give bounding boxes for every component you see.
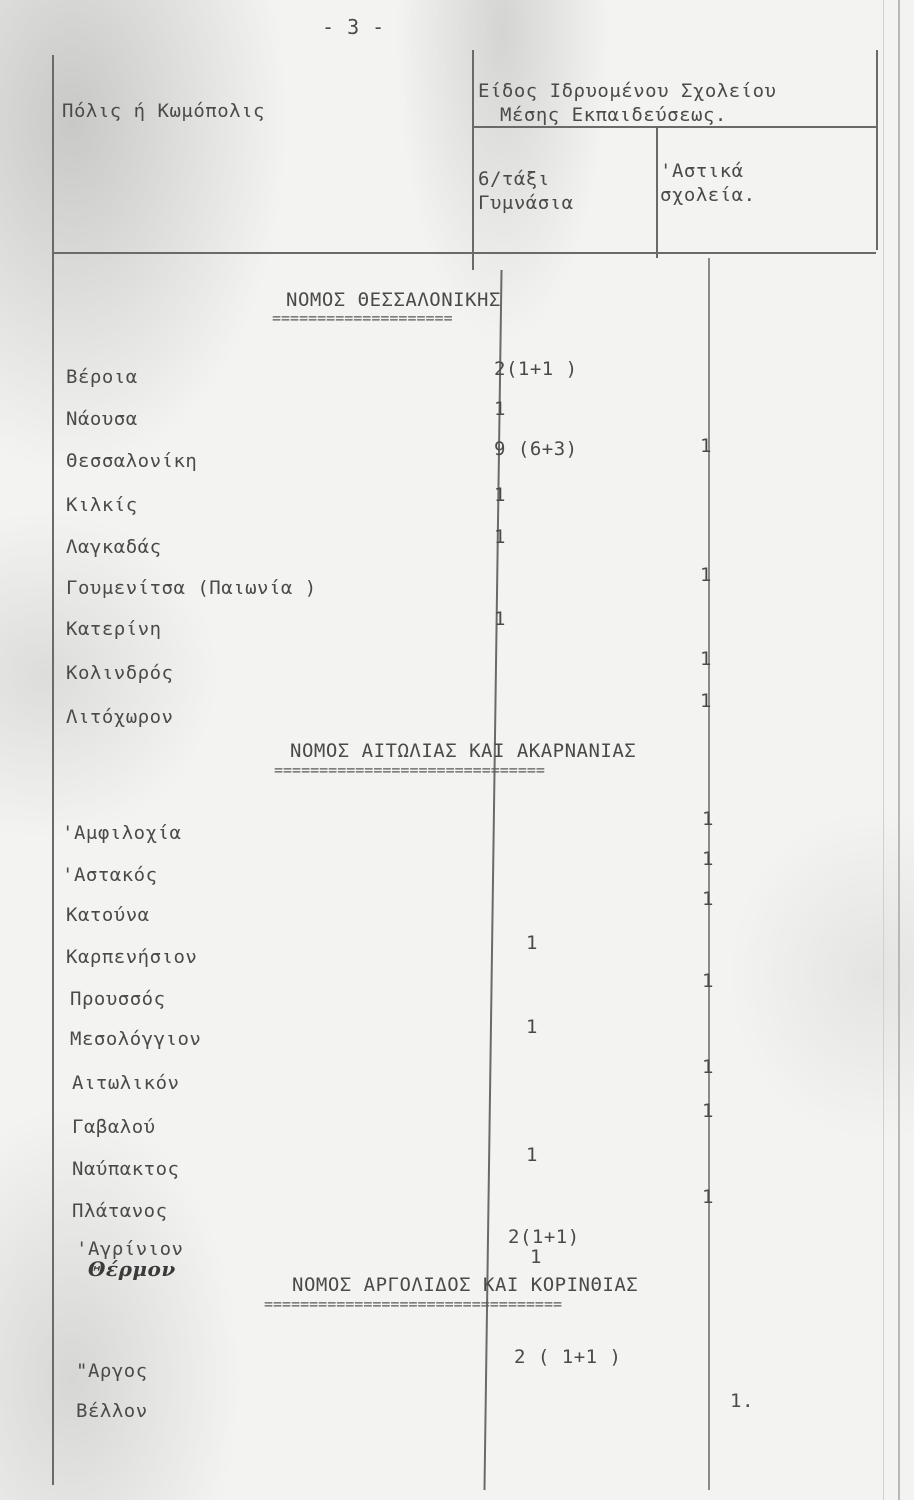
header-astika-2: σχολεία.	[660, 184, 756, 206]
handwritten-city: Θέρμον	[88, 1257, 176, 1281]
section-underline: =================================	[264, 1298, 563, 1310]
astika-count: 1	[702, 1056, 714, 1078]
astika-count: 1	[702, 808, 714, 830]
astika-count: 1	[700, 648, 712, 670]
astika-count: 1	[702, 1100, 714, 1122]
table-right-border	[876, 50, 878, 250]
header-school-type-sub: Μέσης Εκπαιδεύσεως.	[500, 104, 727, 126]
city-name: Μεσολόγγιον	[70, 1028, 202, 1050]
gym-count: 1	[526, 1016, 538, 1038]
city-name: "Αργος	[76, 1360, 148, 1382]
city-name: Βέροια	[66, 366, 138, 388]
header-city: Πόλις ή Κωμόπολις	[62, 100, 265, 122]
city-name: 'Αγρίνιον	[76, 1238, 184, 1260]
astika-count: 1	[700, 564, 712, 586]
city-name: Λαγκαδάς	[66, 536, 162, 558]
header-gym-2: Γυμνάσια	[478, 192, 574, 214]
astika-count: 1.	[730, 1390, 754, 1412]
city-name: Γαβαλού	[72, 1116, 156, 1138]
gym-count: 1	[494, 608, 506, 630]
astika-count: 1	[702, 970, 714, 992]
gym-count: 9 (6+3)	[494, 438, 578, 460]
city-name: 'Αμφιλοχία	[62, 822, 182, 844]
city-name: Πλάτανος	[72, 1200, 168, 1222]
gym-count: 1	[526, 1144, 538, 1166]
header-astika-1: 'Αστικά	[660, 160, 744, 182]
header-gym-1: 6/τάξι	[478, 168, 550, 190]
city-name: Βέλλον	[76, 1400, 148, 1422]
city-name: Νάουσα	[66, 408, 138, 430]
header-school-type: Είδος Ιδρυομένου Σχολείου	[478, 80, 777, 102]
city-name: Κατερίνη	[66, 618, 162, 640]
page-edge-inner	[883, 0, 884, 1500]
city-name: Αιτωλικόν	[72, 1072, 180, 1094]
city-name: Ναύπακτος	[72, 1158, 180, 1180]
astika-count: 1	[702, 1186, 714, 1208]
handwritten-gym-count: 1	[530, 1246, 542, 1268]
city-name: Κατούνα	[66, 904, 150, 926]
header-subrule	[472, 126, 876, 128]
gym-count: 1	[494, 398, 506, 420]
city-name: Θεσσαλονίκη	[66, 450, 198, 472]
astika-count: 1	[700, 690, 712, 712]
city-name: Κολινδρός	[66, 662, 174, 684]
column-divider-type	[656, 128, 658, 258]
header-bottom-rule	[52, 252, 876, 254]
gym-count: 2 ( 1+1 )	[514, 1346, 622, 1368]
astika-count: 1	[702, 888, 714, 910]
gym-count: 2(1+1)	[508, 1226, 580, 1248]
city-name: Λιτόχωρον	[66, 706, 174, 728]
section-underline: ==============================	[274, 764, 545, 776]
table-left-border	[52, 55, 54, 1485]
section-title-aitolia: ΝΟΜΟΣ ΑΙΤΩΛΙΑΣ ΚΑΙ ΑΚΑΡΝΑΝΙΑΣ	[290, 740, 637, 762]
city-name: Καρπενήσιον	[66, 946, 198, 968]
city-name: Γουμενίτσα (Παιωνία )	[66, 577, 317, 599]
city-name: Κιλκίς	[66, 494, 138, 516]
gym-count: 2(1+1 )	[494, 358, 578, 380]
section-title-argolis: ΝΟΜΟΣ ΑΡΓΟΛΙΔΟΣ ΚΑΙ ΚΟΡΙΝΘΙΑΣ	[292, 1274, 639, 1296]
city-name: 'Αστακός	[62, 864, 158, 886]
page-edge	[898, 0, 900, 1500]
section-underline: ====================	[272, 312, 453, 324]
gym-count: 1	[526, 932, 538, 954]
astika-count: 1	[700, 435, 712, 457]
astika-count: 1	[702, 848, 714, 870]
page-number: - 3 -	[322, 15, 385, 39]
column-divider-city	[472, 50, 474, 270]
gym-count: 1	[494, 484, 506, 506]
section-title-thessaloniki: ΝΟΜΟΣ ΘΕΣΣΑΛΟΝΙΚΗΣ	[286, 289, 501, 311]
city-name: Προυσσός	[70, 988, 166, 1010]
gym-count: 1	[494, 526, 506, 548]
